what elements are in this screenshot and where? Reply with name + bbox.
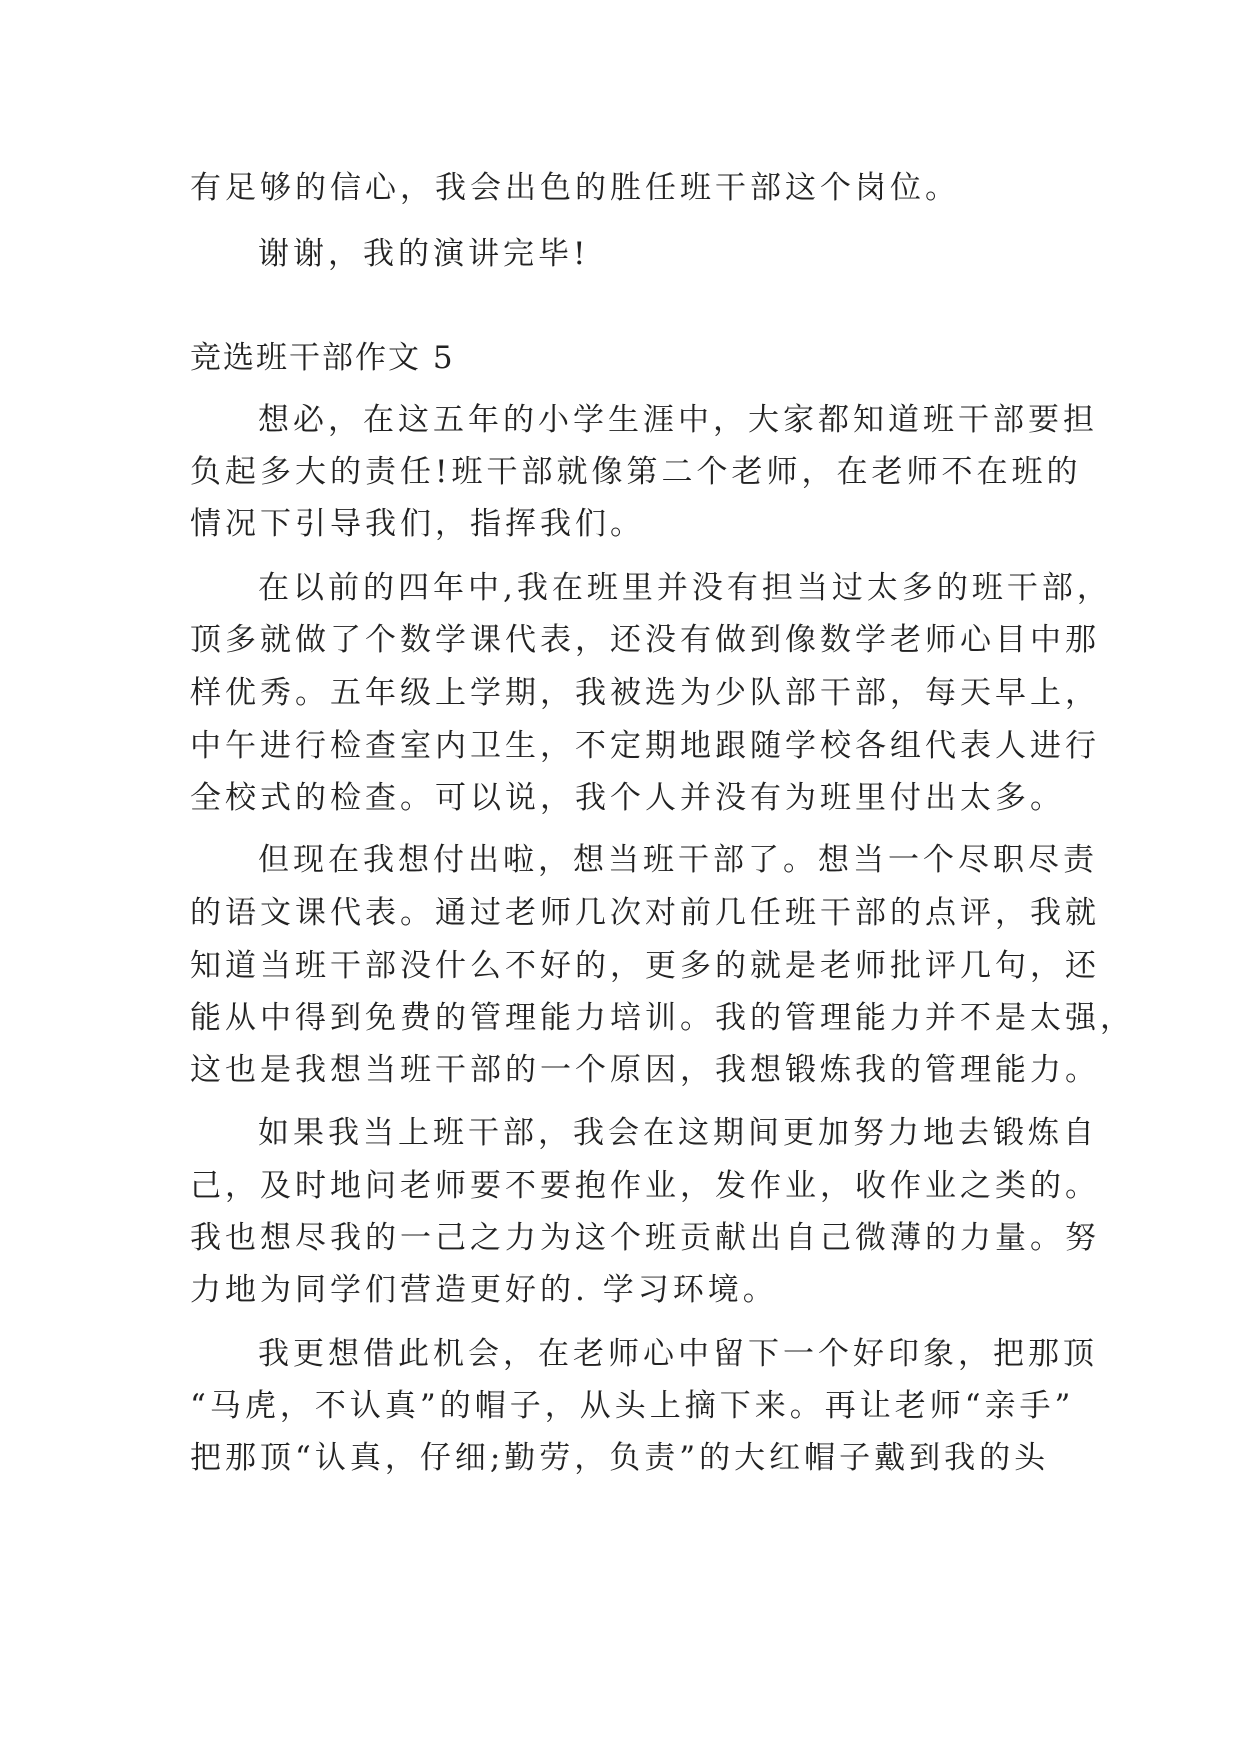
text-line: 但现在我想付出啦，想当班干部了。想当一个尽职尽责 [258,842,1098,878]
text-line: 想必，在这五年的小学生涯中，大家都知道班干部要担 [258,402,1098,438]
text-line: “马虎，不认真”的帽子，从头上摘下来。再让老师“亲手” [190,1388,1075,1424]
text-line: 谢谢，我的演讲完毕! [258,236,590,272]
text-line: 样优秀。五年级上学期，我被选为少队部干部，每天早上， [190,675,1100,711]
text-line: 把那顶“认真，仔细;勤劳，负责”的大红帽子戴到我的头 [190,1440,1050,1476]
text-line: 有足够的信心，我会出色的胜任班干部这个岗位。 [190,170,960,206]
text-line: 负起多大的责任!班干部就像第二个老师，在老师不在班的 [190,454,1082,490]
text-line: 的语文课代表。通过老师几次对前几任班干部的点评，我就 [190,895,1100,931]
text-line: 全校式的检查。可以说，我个人并没有为班里付出太多。 [190,780,1065,816]
text-line: 顶多就做了个数学课代表，还没有做到像数学老师心目中那 [190,622,1100,658]
section-title: 竞选班干部作文 5 [190,340,455,376]
text-line: 己，及时地问老师要不要抱作业，发作业，收作业之类的。 [190,1168,1100,1204]
text-line: 在以前的四年中,我在班里并没有担当过太多的班干部， [258,570,1112,606]
text-line: 能从中得到免费的管理能力培训。我的管理能力并不是太强， [190,1000,1135,1036]
text-line: 中午进行检查室内卫生，不定期地跟随学校各组代表人进行 [190,728,1100,764]
text-line: 情况下引导我们，指挥我们。 [190,506,645,542]
text-line: 知道当班干部没什么不好的，更多的就是老师批评几句，还 [190,948,1100,984]
text-line: 如果我当上班干部，我会在这期间更加努力地去锻炼自 [258,1115,1098,1151]
text-line: 这也是我想当班干部的一个原因，我想锻炼我的管理能力。 [190,1052,1100,1088]
text-line: 我也想尽我的一己之力为这个班贡献出自己微薄的力量。努 [190,1220,1100,1256]
text-line: 力地为同学们营造更好的. 学习环境。 [190,1272,778,1308]
text-line: 我更想借此机会，在老师心中留下一个好印象，把那顶 [258,1336,1098,1372]
